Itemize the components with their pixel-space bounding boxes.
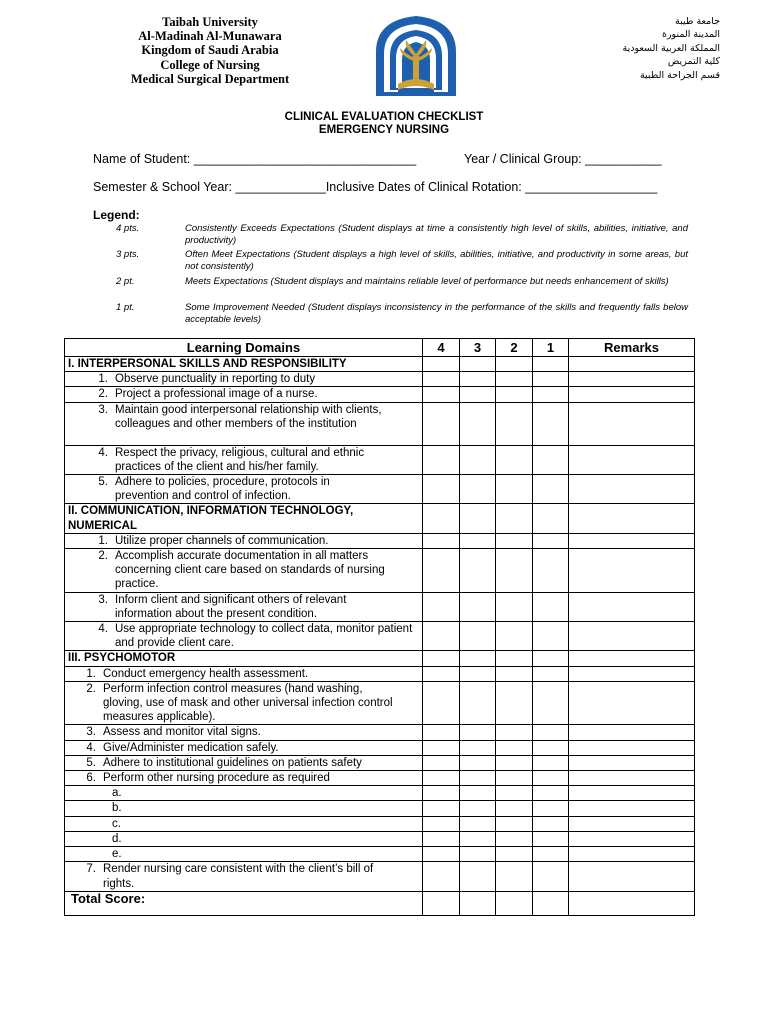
- remarks-cell[interactable]: [569, 891, 695, 915]
- score-cell-1[interactable]: [533, 771, 569, 786]
- item-number: [65, 832, 105, 846]
- score-cell-4[interactable]: [423, 725, 460, 740]
- remarks-cell[interactable]: [569, 831, 695, 846]
- score-cell-1[interactable]: [533, 740, 569, 755]
- column-header-3: 3: [460, 339, 496, 357]
- section-row: [65, 651, 695, 666]
- score-cell-1[interactable]: [533, 357, 569, 372]
- domain-item: [65, 786, 423, 801]
- remarks-cell[interactable]: [569, 681, 695, 725]
- score-cell-2[interactable]: [496, 549, 533, 593]
- score-cell-4[interactable]: [423, 786, 460, 801]
- score-cell-2[interactable]: [496, 651, 533, 666]
- score-cell-3[interactable]: [460, 402, 496, 445]
- table-row: [65, 549, 695, 593]
- score-cell-3[interactable]: [460, 387, 496, 402]
- item-number: 4.: [86, 741, 96, 754]
- country-name: Kingdom of Saudi Arabia: [141, 43, 279, 58]
- table-row: [65, 801, 695, 816]
- item-text: Observe punctuality in reporting to duty: [115, 373, 316, 386]
- domain-item: [65, 533, 423, 548]
- remarks-cell[interactable]: [569, 622, 695, 651]
- column-header-2: 2: [496, 339, 533, 357]
- score-cell-3[interactable]: [460, 651, 496, 666]
- score-cell-2[interactable]: [496, 372, 533, 387]
- score-cell-3[interactable]: [460, 372, 496, 387]
- arabic-line: جامعة طيبة: [675, 16, 720, 27]
- score-cell-4[interactable]: [423, 831, 460, 846]
- column-header-learning-domains: Learning Domains: [65, 339, 423, 357]
- table-row: [65, 786, 695, 801]
- score-cell-1[interactable]: [533, 725, 569, 740]
- university-name: Taibah University: [162, 15, 258, 29]
- table-row: [65, 771, 695, 786]
- domain-item: [65, 402, 423, 445]
- domain-item: [65, 681, 423, 725]
- score-cell-2[interactable]: [496, 786, 533, 801]
- score-cell-2[interactable]: [496, 862, 533, 891]
- remarks-cell[interactable]: [569, 862, 695, 891]
- item-number: 5.: [86, 756, 96, 769]
- table-row: [65, 740, 695, 755]
- section-heading: [65, 504, 423, 533]
- item-text: Conduct emergency health assessment.: [103, 667, 309, 680]
- section-heading-text: II. COMMUNICATION, INFORMATION TECHNOLOGY, NUMERICAL: [68, 505, 354, 532]
- department-name: Medical Surgical Department: [130, 71, 290, 86]
- arabic-line: قسم الجراحة الطبية: [639, 69, 720, 81]
- legend-description: Meets Expectations (Student displays and maintains reliable level of performance but needs enhancement of skills): [185, 276, 669, 287]
- score-cell-1[interactable]: [533, 475, 569, 504]
- score-cell-3[interactable]: [460, 786, 496, 801]
- item-number: 7.: [86, 863, 96, 876]
- score-cell-2[interactable]: [496, 504, 533, 533]
- legend-points: 4 pts.: [116, 223, 140, 234]
- score-cell-2[interactable]: [496, 771, 533, 786]
- score-cell-4[interactable]: [423, 504, 460, 533]
- score-cell-4[interactable]: [423, 592, 460, 621]
- score-cell-3[interactable]: [460, 801, 496, 816]
- domain-item: [65, 816, 423, 831]
- item-number: [65, 801, 105, 815]
- score-cell-4[interactable]: [423, 816, 460, 831]
- score-cell-4[interactable]: [423, 533, 460, 548]
- item-number: 3.: [98, 593, 108, 606]
- score-cell-3[interactable]: [460, 816, 496, 831]
- table-row: [65, 831, 695, 846]
- item-number: 2.: [98, 550, 108, 563]
- remarks-cell[interactable]: [569, 372, 695, 387]
- item-number: 1.: [86, 667, 96, 680]
- score-cell-1[interactable]: [533, 592, 569, 621]
- score-cell-1[interactable]: [533, 755, 569, 770]
- legend-points: 2 pt.: [116, 276, 135, 287]
- score-cell-2[interactable]: [496, 445, 533, 474]
- total-score-label: Total Score:: [65, 891, 423, 915]
- year-group-field[interactable]: Year / Clinical Group: ___________: [464, 152, 662, 166]
- item-text: Assess and monitor vital signs.: [103, 726, 261, 739]
- remarks-cell[interactable]: [569, 533, 695, 548]
- table-row: [65, 387, 695, 402]
- score-cell-1[interactable]: [533, 786, 569, 801]
- item-text: Render nursing care consistent with the client’s bill of rights.: [103, 863, 374, 890]
- remarks-cell[interactable]: [569, 725, 695, 740]
- score-cell-1[interactable]: [533, 445, 569, 474]
- score-cell-3[interactable]: [460, 549, 496, 593]
- score-cell-2[interactable]: [496, 847, 533, 862]
- legend-points: 1 pt.: [116, 302, 135, 313]
- remarks-cell[interactable]: [569, 847, 695, 862]
- score-cell-2[interactable]: [496, 533, 533, 548]
- table-row: [65, 847, 695, 862]
- score-cell-3[interactable]: [460, 357, 496, 372]
- remarks-cell[interactable]: [569, 771, 695, 786]
- remarks-cell[interactable]: [569, 504, 695, 533]
- score-cell-1[interactable]: [533, 831, 569, 846]
- table-row: [65, 725, 695, 740]
- domain-item: [65, 740, 423, 755]
- score-cell-4[interactable]: [423, 402, 460, 445]
- score-cell-2[interactable]: [496, 725, 533, 740]
- domain-item: [65, 847, 423, 862]
- total-row: [65, 891, 695, 915]
- score-cell-2[interactable]: [496, 801, 533, 816]
- table-row: [65, 862, 695, 891]
- score-cell-3[interactable]: [460, 771, 496, 786]
- remarks-cell[interactable]: [569, 816, 695, 831]
- score-cell-3[interactable]: [460, 666, 496, 681]
- item-number: [65, 817, 105, 831]
- score-cell-1[interactable]: [533, 862, 569, 891]
- score-cell-3[interactable]: [460, 681, 496, 725]
- table-row: [65, 755, 695, 770]
- item-number: [65, 786, 105, 800]
- score-cell-3[interactable]: [460, 445, 496, 474]
- score-cell-2[interactable]: [496, 475, 533, 504]
- score-cell-2[interactable]: [496, 666, 533, 681]
- remarks-cell[interactable]: [569, 475, 695, 504]
- score-cell-3[interactable]: [460, 847, 496, 862]
- arabic-line: المدينة المنورة: [661, 29, 720, 41]
- score-cell-4[interactable]: [423, 891, 460, 915]
- score-cell-4[interactable]: [423, 740, 460, 755]
- item-text: Accomplish accurate documentation in all matters concerning client care based on standards of nursing practice.: [115, 550, 385, 591]
- section-row: [65, 504, 695, 533]
- score-cell-2[interactable]: [496, 592, 533, 621]
- item-text: c.: [112, 817, 121, 830]
- score-cell-4[interactable]: [423, 771, 460, 786]
- remarks-cell[interactable]: [569, 549, 695, 593]
- score-cell-3[interactable]: [460, 740, 496, 755]
- score-cell-1[interactable]: [533, 801, 569, 816]
- domain-item: [65, 622, 423, 651]
- table-row: [65, 681, 695, 725]
- score-cell-2[interactable]: [496, 816, 533, 831]
- item-text: Utilize proper channels of communication.: [115, 534, 329, 547]
- domain-item: [65, 771, 423, 786]
- evaluation-table: [64, 338, 695, 916]
- university-header-arabic: [560, 15, 720, 82]
- remarks-cell[interactable]: [569, 801, 695, 816]
- score-cell-1[interactable]: [533, 891, 569, 915]
- college-name: College of Nursing: [160, 57, 260, 72]
- remarks-cell[interactable]: [569, 651, 695, 666]
- score-cell-1[interactable]: [533, 666, 569, 681]
- table-row: [65, 816, 695, 831]
- item-number: [65, 847, 105, 861]
- score-cell-4[interactable]: [423, 357, 460, 372]
- score-cell-1[interactable]: [533, 816, 569, 831]
- score-cell-2[interactable]: [496, 740, 533, 755]
- arabic-line: كلية التمريض: [667, 56, 720, 68]
- score-cell-3[interactable]: [460, 891, 496, 915]
- item-text: Project a professional image of a nurse.: [115, 388, 318, 401]
- score-cell-4[interactable]: [423, 387, 460, 402]
- score-cell-1[interactable]: [533, 402, 569, 445]
- item-text: Adhere to policies, procedure, protocols in prevention and control of infection.: [115, 476, 330, 503]
- domain-item: [65, 801, 423, 816]
- domain-item: [65, 475, 423, 504]
- item-text: a.: [112, 787, 122, 800]
- remarks-cell[interactable]: [569, 402, 695, 445]
- score-cell-1[interactable]: [533, 681, 569, 725]
- item-number: 2.: [98, 388, 108, 401]
- table-row: [65, 622, 695, 651]
- remarks-cell[interactable]: [569, 387, 695, 402]
- table-row: [65, 402, 695, 445]
- score-cell-2[interactable]: [496, 831, 533, 846]
- item-text: b.: [112, 802, 122, 815]
- table-row: [65, 666, 695, 681]
- score-cell-1[interactable]: [533, 622, 569, 651]
- legend-description: Some Improvement Needed (Student displays inconsistency in the performance of the skills and frequently falls below acceptable levels): [185, 302, 688, 325]
- item-text: Inform client and significant others of relevant information about the present condition.: [115, 593, 347, 620]
- score-cell-1[interactable]: [533, 847, 569, 862]
- score-cell-1[interactable]: [533, 504, 569, 533]
- item-number: 2.: [86, 682, 96, 695]
- remarks-cell[interactable]: [569, 755, 695, 770]
- score-cell-3[interactable]: [460, 504, 496, 533]
- remarks-cell[interactable]: [569, 357, 695, 372]
- item-text: Adhere to institutional guidelines on patients safety: [103, 756, 362, 769]
- score-cell-4[interactable]: [423, 666, 460, 681]
- score-cell-4[interactable]: [423, 372, 460, 387]
- score-cell-1[interactable]: [533, 549, 569, 593]
- score-cell-3[interactable]: [460, 831, 496, 846]
- score-cell-1[interactable]: [533, 533, 569, 548]
- score-cell-3[interactable]: [460, 533, 496, 548]
- section-row: [65, 357, 695, 372]
- score-cell-3[interactable]: [460, 862, 496, 891]
- item-number: 1.: [98, 534, 108, 547]
- domain-item: [65, 372, 423, 387]
- table-row: [65, 533, 695, 548]
- score-cell-4[interactable]: [423, 622, 460, 651]
- item-text: Maintain good interpersonal relationship with clients, colleagues and other members of the institution: [115, 403, 382, 430]
- remarks-cell[interactable]: [569, 666, 695, 681]
- domain-item: [65, 831, 423, 846]
- score-cell-3[interactable]: [460, 475, 496, 504]
- table-header-row: [65, 339, 695, 357]
- item-number: 3.: [98, 403, 108, 416]
- document-title: CLINICAL EVALUATION CHECKLIST: [284, 111, 484, 123]
- item-number: 4.: [98, 623, 108, 636]
- item-number: 3.: [86, 726, 96, 739]
- city-name: Al-Madinah Al-Munawara: [138, 29, 282, 44]
- score-cell-1[interactable]: [533, 651, 569, 666]
- table-row: [65, 372, 695, 387]
- score-cell-4[interactable]: [423, 651, 460, 666]
- student-name-field[interactable]: Name of Student: ________________________________: [93, 152, 417, 166]
- score-cell-2[interactable]: [496, 755, 533, 770]
- item-number: 5.: [98, 476, 108, 489]
- domain-item: [65, 862, 423, 891]
- score-cell-4[interactable]: [423, 801, 460, 816]
- section-heading: III. PSYCHOMOTOR: [65, 651, 423, 666]
- domain-item: [65, 725, 423, 740]
- item-number: 4.: [98, 446, 108, 459]
- item-number: 6.: [86, 772, 96, 785]
- score-cell-3[interactable]: [460, 622, 496, 651]
- score-cell-4[interactable]: [423, 862, 460, 891]
- university-logo: [368, 12, 464, 100]
- score-cell-2[interactable]: [496, 622, 533, 651]
- score-cell-4[interactable]: [423, 549, 460, 593]
- item-text: Perform other nursing procedure as required: [103, 772, 330, 785]
- table-row: [65, 445, 695, 474]
- remarks-cell[interactable]: [569, 445, 695, 474]
- column-header-4: 4: [423, 339, 460, 357]
- score-cell-4[interactable]: [423, 445, 460, 474]
- score-cell-3[interactable]: [460, 725, 496, 740]
- domain-item: [65, 387, 423, 402]
- legend-title: Legend:: [93, 208, 140, 222]
- score-cell-2[interactable]: [496, 891, 533, 915]
- domain-item: [65, 592, 423, 621]
- domain-item: [65, 549, 423, 593]
- score-cell-2[interactable]: [496, 402, 533, 445]
- domain-item: [65, 666, 423, 681]
- score-cell-1[interactable]: [533, 372, 569, 387]
- item-number: 1.: [98, 373, 108, 386]
- table-row: [65, 592, 695, 621]
- item-text: e.: [112, 848, 122, 861]
- score-cell-3[interactable]: [460, 755, 496, 770]
- score-cell-2[interactable]: [496, 681, 533, 725]
- item-text: Use appropriate technology to collect data, monitor patient and provide client care.: [115, 623, 413, 650]
- remarks-cell[interactable]: [569, 740, 695, 755]
- score-cell-4[interactable]: [423, 681, 460, 725]
- remarks-cell[interactable]: [569, 786, 695, 801]
- item-text: Give/Administer medication safely.: [103, 741, 279, 754]
- score-cell-2[interactable]: [496, 357, 533, 372]
- university-header-english: [60, 15, 360, 86]
- legend-description: Often Meet Expectations (Student displays a high level of skills, abilities, initiative, and productivity in some areas, but not consistently): [185, 249, 688, 272]
- remarks-cell[interactable]: [569, 592, 695, 621]
- document-subtitle: EMERGENCY NURSING: [318, 124, 450, 136]
- score-cell-4[interactable]: [423, 475, 460, 504]
- arabic-line: المملكة العربية السعودية: [622, 42, 720, 54]
- section-heading: I. INTERPERSONAL SKILLS AND RESPONSIBILITY: [65, 357, 423, 372]
- legend-points: 3 pts.: [116, 249, 140, 260]
- domain-item: [65, 755, 423, 770]
- column-header-remarks: Remarks: [569, 339, 695, 357]
- table-row: [65, 475, 695, 504]
- item-text: Respect the privacy, religious, cultural and ethnic practices of the client and his/her family.: [115, 446, 365, 473]
- semester-dates-field[interactable]: Semester & School Year: _____________Inclusive Dates of Clinical Rotation: ___________________: [93, 180, 658, 194]
- column-header-1: 1: [533, 339, 569, 357]
- score-cell-1[interactable]: [533, 387, 569, 402]
- item-text: d.: [112, 832, 122, 845]
- score-cell-2[interactable]: [496, 387, 533, 402]
- score-cell-3[interactable]: [460, 592, 496, 621]
- item-text: Perform infection control measures (hand washing, gloving, use of mask and other universal infection control measures applicable).: [103, 682, 393, 724]
- legend-description: Consistently Exceeds Expectations (Student displays at time a consistently high level of skills, abilities, initiative, and productivity): [185, 223, 688, 246]
- score-cell-4[interactable]: [423, 847, 460, 862]
- score-cell-4[interactable]: [423, 755, 460, 770]
- domain-item: [65, 445, 423, 474]
